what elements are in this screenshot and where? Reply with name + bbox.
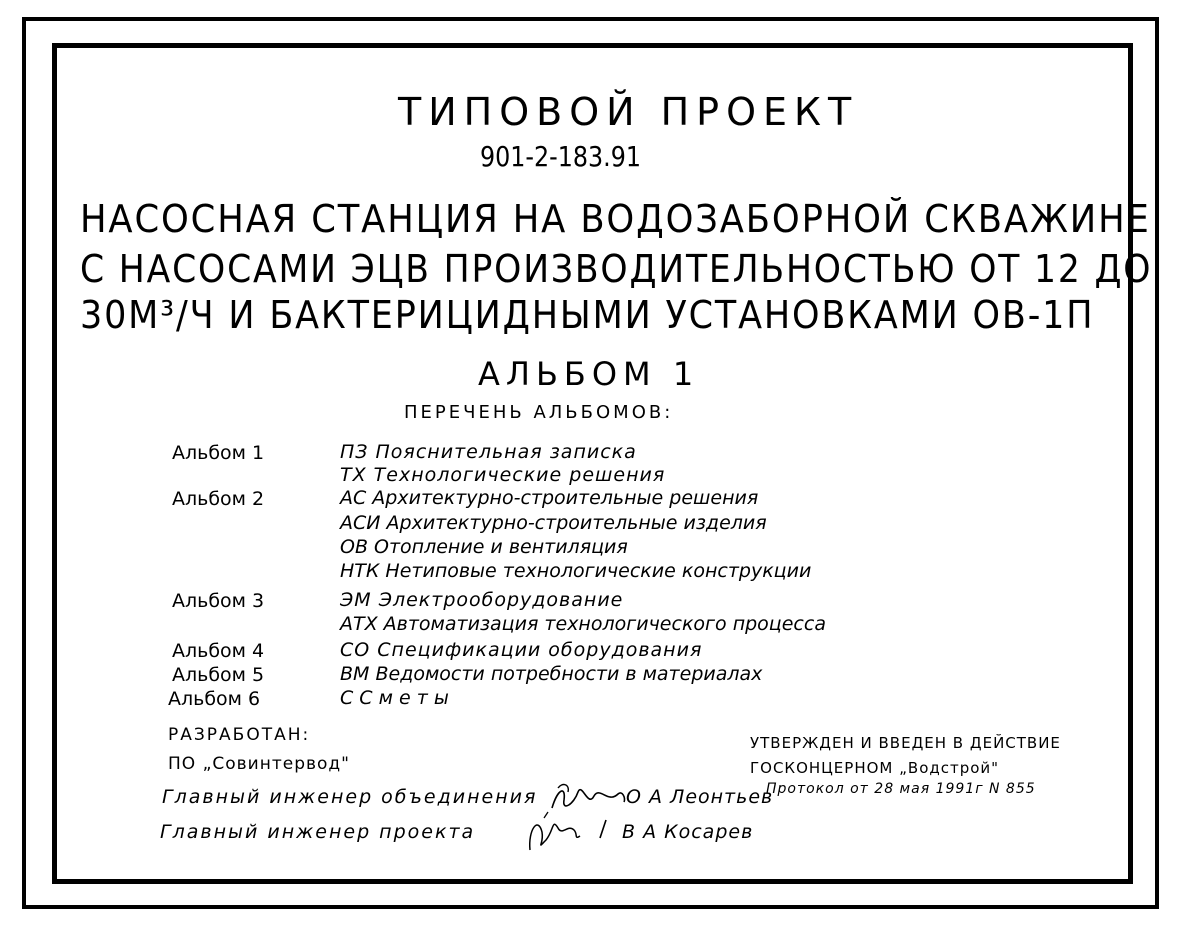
chief-engineer-name: О А Леонтьев: [626, 786, 774, 808]
title-line-1: НАСОСНАЯ СТАНЦИЯ НА ВОДОЗАБОРНОЙ СКВАЖИНЕ: [80, 197, 1151, 241]
album-item: АСИ Архитектурно-строительные изделия: [340, 512, 767, 534]
album-name: Альбом 6: [168, 688, 261, 710]
album-item: С С м е т ы: [340, 687, 449, 709]
album-name: Альбом 4: [172, 640, 265, 662]
signature-project-engineer: [524, 810, 584, 858]
album-name: Альбом 1: [172, 442, 265, 464]
title-line-2: С НАСОСАМИ ЭЦВ ПРОИЗВОДИТЕЛЬНОСТЬЮ ОТ 12 ДО: [80, 247, 1153, 291]
chief-engineer-title: Главный инженер объединения: [162, 786, 538, 808]
album-item: ПЗ Пояснительная записка: [340, 441, 637, 463]
slash-mark: [598, 818, 608, 840]
album-name: Альбом 2: [172, 488, 265, 510]
album-title: АЛЬБОМ 1: [478, 355, 700, 393]
album-item: ТХ Технологические решения: [340, 464, 666, 486]
album-item: АС Архитектурно-строительные решения: [340, 487, 759, 509]
title-line-3: 30М³/Ч И БАКТЕРИЦИДНЫМИ УСТАНОВКАМИ ОВ-1П: [80, 293, 1095, 337]
album-name: Альбом 5: [172, 664, 265, 686]
developer-org: ПО „Совинтервод": [168, 754, 350, 774]
project-engineer-title: Главный инженер проекта: [160, 821, 476, 843]
album-item: ОВ Отопление и вентиляция: [340, 536, 628, 558]
project-engineer-name: В А Косарев: [622, 821, 754, 843]
approval-line-1: УТВЕРЖДЕН И ВВЕДЕН В ДЕЙСТВИЕ: [750, 734, 1061, 752]
list-heading: ПЕРЕЧЕНЬ АЛЬБОМОВ:: [404, 402, 674, 423]
developer-label: РАЗРАБОТАН:: [168, 725, 311, 745]
project-number: 901-2-183.91: [480, 140, 642, 173]
album-item: ВМ Ведомости потребности в материалах: [340, 663, 763, 685]
project-type: ТИПОВОЙ ПРОЕКТ: [398, 90, 859, 134]
album-name: Альбом 3: [172, 590, 265, 612]
album-item: СО Спецификации оборудования: [340, 639, 703, 661]
album-item: АТХ Автоматизация технологического процесса: [340, 613, 826, 635]
album-item: НТК Нетиповые технологические конструкции: [340, 560, 812, 582]
approval-line-3: Протокол от 28 мая 1991г N 855: [766, 781, 1036, 797]
approval-line-2: ГОСКОНЦЕРНОМ „Водстрой": [750, 759, 1000, 777]
album-item: ЭМ Электрооборудование: [340, 589, 624, 611]
